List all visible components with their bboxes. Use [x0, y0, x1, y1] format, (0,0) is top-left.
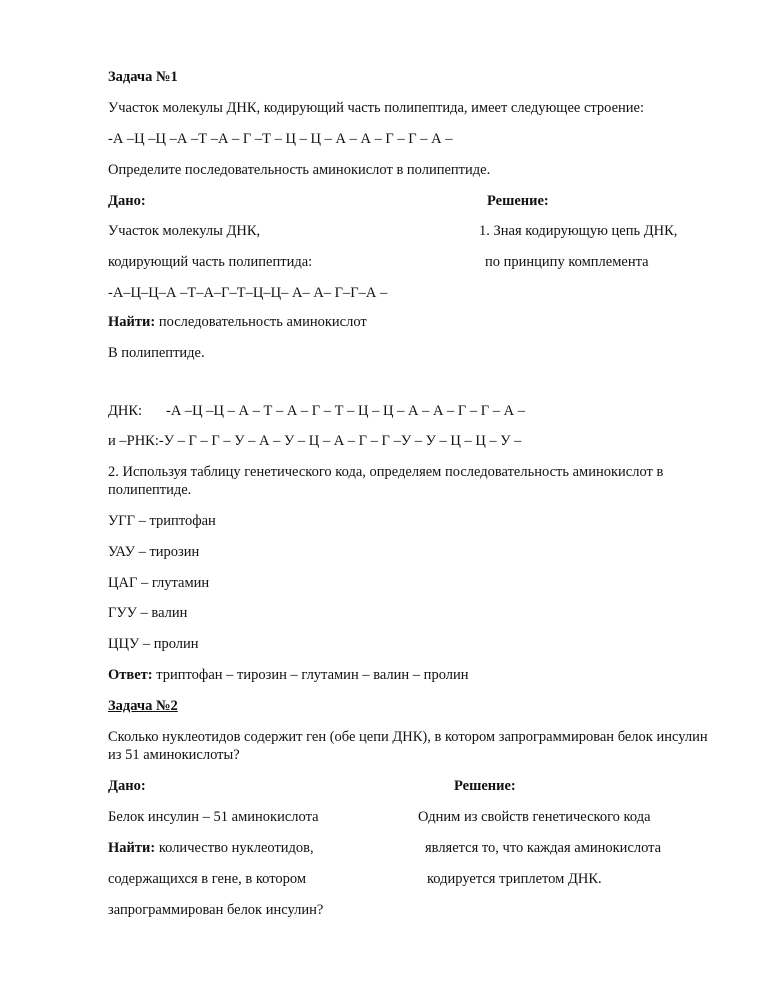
- task2-given-line1: Белок инсулин – 51 аминокислота: [108, 809, 319, 825]
- task2-find-text: количество нуклеотидов,: [155, 840, 314, 856]
- task1-answer-label: Ответ:: [108, 667, 153, 683]
- task2-solution-line3: кодируется триплетом ДНК.: [427, 871, 602, 887]
- task2-find: [108, 839, 314, 857]
- task2-find-line3: запрограммирован белок инсулин?: [108, 902, 324, 918]
- task2-title: Задача №2: [108, 698, 178, 714]
- task2-given-label: Дано:: [108, 778, 146, 794]
- task1-given-label: Дано:: [108, 193, 146, 209]
- task1-step2: 2. Используя таблицу генетического кода, определяем последовательность аминокислот в полипептиде.: [108, 464, 664, 498]
- task1-solution-label: Решение:: [487, 193, 549, 209]
- task2-find-label: Найти:: [108, 840, 156, 856]
- task1-dna-sequence: -А –Ц –Ц – А – Т – А – Г – Т – Ц – Ц – А – А – Г – Г – А –: [166, 403, 526, 419]
- codon-line: ЦЦУ – пролин: [108, 636, 199, 652]
- task1-solution-line1: 1. Зная кодирующую цепь ДНК,: [479, 223, 678, 239]
- task1-find: [108, 313, 367, 331]
- task1-find-label: Найти:: [108, 314, 156, 330]
- task1-rna-line: и –РНК:-У – Г – Г – У – А – У – Ц – А – Г – Г –У – У – Ц – Ц – У –: [108, 433, 522, 449]
- task1-title: Задача №1: [108, 69, 178, 85]
- task2-solution-label: Решение:: [454, 778, 516, 794]
- codon-line: ЦАГ – глутамин: [108, 575, 210, 591]
- task1-solution-line2: по принципу комплемента: [485, 254, 649, 270]
- task1-sequence: -А –Ц –Ц –А –Т –А – Г –Т – Ц – Ц – А – А – Г – Г – А –: [108, 131, 453, 147]
- task1-question: Определите последовательность аминокислот в полипептиде.: [108, 162, 491, 178]
- task1-given-line2: кодирующий часть полипептида:: [108, 254, 313, 270]
- codon-line: УАУ – тирозин: [108, 544, 200, 560]
- task2-question: Сколько нуклеотидов содержит ген (обе цепи ДНК), в котором запрограммирован белок инсулин из 51 аминокислоты?: [108, 729, 708, 763]
- codon-line: УГГ – триптофан: [108, 513, 216, 529]
- task1-answer: [108, 666, 469, 684]
- codon-line: ГУУ – валин: [108, 605, 188, 621]
- task1-find-text2: В полипептиде.: [108, 345, 205, 361]
- task1-intro: Участок молекулы ДНК, кодирующий часть полипептида, имеет следующее строение:: [108, 100, 644, 116]
- task2-solution-line2: является то, что каждая аминокислота: [425, 840, 662, 856]
- task1-answer-text: триптофан – тирозин – глутамин – валин – пролин: [152, 667, 469, 683]
- task1-given-line1: Участок молекулы ДНК,: [108, 223, 261, 239]
- task1-dna-label: ДНК:: [108, 403, 143, 419]
- task2-solution-line1: Одним из свойств генетического кода: [418, 809, 651, 825]
- task2-find-line2: содержащихся в гене, в котором: [108, 871, 307, 887]
- task1-find-text: последовательность аминокислот: [155, 314, 367, 330]
- task1-given-sequence: -А–Ц–Ц–А –Т–А–Г–Т–Ц–Ц– А– А– Г–Г–А –: [108, 285, 388, 301]
